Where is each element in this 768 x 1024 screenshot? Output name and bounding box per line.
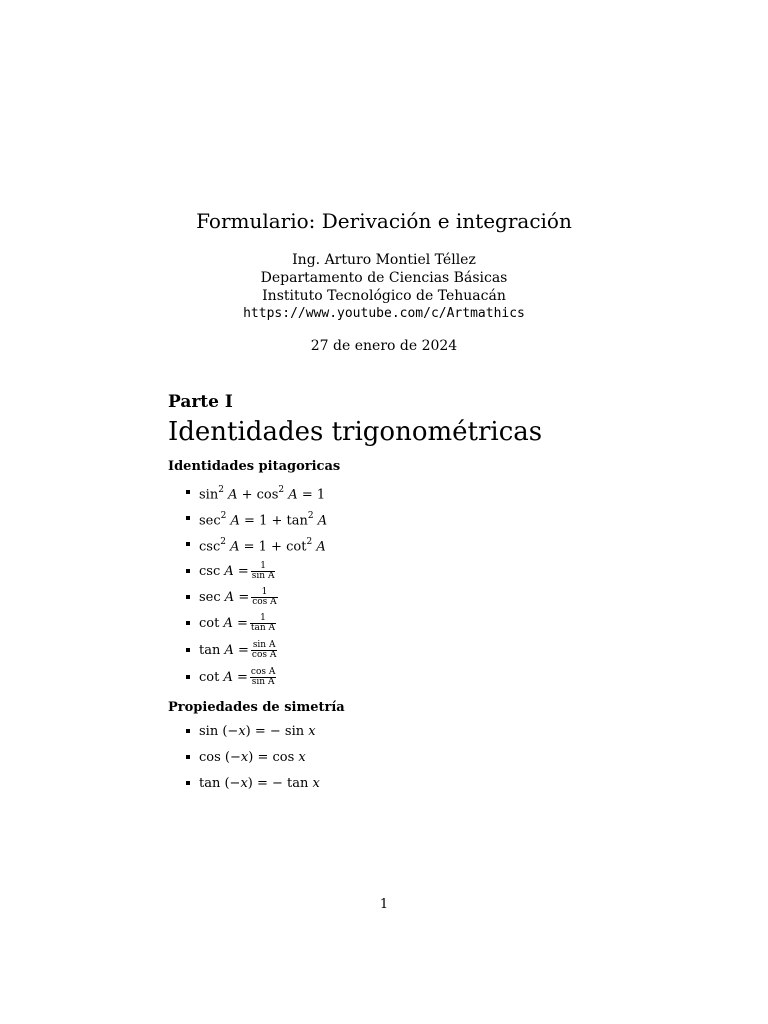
- part-title: Identidades trigonométricas: [168, 417, 543, 447]
- department: Departamento de Ciencias Básicas: [260, 270, 508, 286]
- part-label: Parte I: [168, 392, 233, 412]
- author-block: [0, 251, 768, 323]
- bullet-icon: [186, 729, 190, 733]
- bullet-icon: [186, 542, 190, 546]
- youtube-url: https://www.youtube.com/c/Artmathics: [243, 306, 525, 321]
- list-item: $\csc^2 A = 1 + \cot^2 A$: [186, 535, 326, 551]
- page-number: 1: [379, 897, 389, 912]
- bullet-icon: [186, 490, 190, 494]
- section-heading-symmetry: Propiedades de simetría: [168, 700, 345, 715]
- bullet-icon: [186, 569, 190, 573]
- list-item: cot A = $\frac{\text{cos A}}{\text{sin A}}$: [186, 668, 276, 684]
- bullet-icon: [186, 621, 190, 625]
- bullet-icon: [186, 675, 190, 679]
- bullet-icon: [186, 516, 190, 520]
- bullet-icon: [186, 595, 190, 599]
- document-date: 27 de enero de 2024: [310, 338, 458, 354]
- list-item: sec A = $\frac{1}{\text{cos A}}$: [186, 588, 278, 604]
- list-item: cos (−x) = cos x: [186, 750, 306, 766]
- institution: Instituto Tecnológico de Tehuacán: [262, 288, 506, 304]
- author-name: Ing. Arturo Montiel Téllez: [292, 252, 476, 268]
- list-item: tan A = $\frac{\text{sin A}}{\text{cos A}}$: [186, 641, 277, 657]
- list-item: $\sin^2 A + \cos^2 A = 1$: [186, 483, 325, 499]
- list-item: csc A = $\frac{1}{\text{sin A}}$: [186, 562, 275, 578]
- list-item: $\sec^2 A = 1 + \tan^2 A$: [186, 509, 327, 525]
- list-item: sin (−x) = − sin x: [186, 724, 316, 740]
- list-item: cot A = $\frac{1}{\text{tan A}}$: [186, 614, 276, 630]
- document-title: Formulario: Derivación e integración: [196, 209, 572, 233]
- list-item: tan (−x) = − tan x: [186, 776, 320, 792]
- bullet-icon: [186, 781, 190, 785]
- bullet-icon: [186, 648, 190, 652]
- bullet-icon: [186, 755, 190, 759]
- section-heading-pythagorean: Identidades pitagoricas: [168, 459, 341, 474]
